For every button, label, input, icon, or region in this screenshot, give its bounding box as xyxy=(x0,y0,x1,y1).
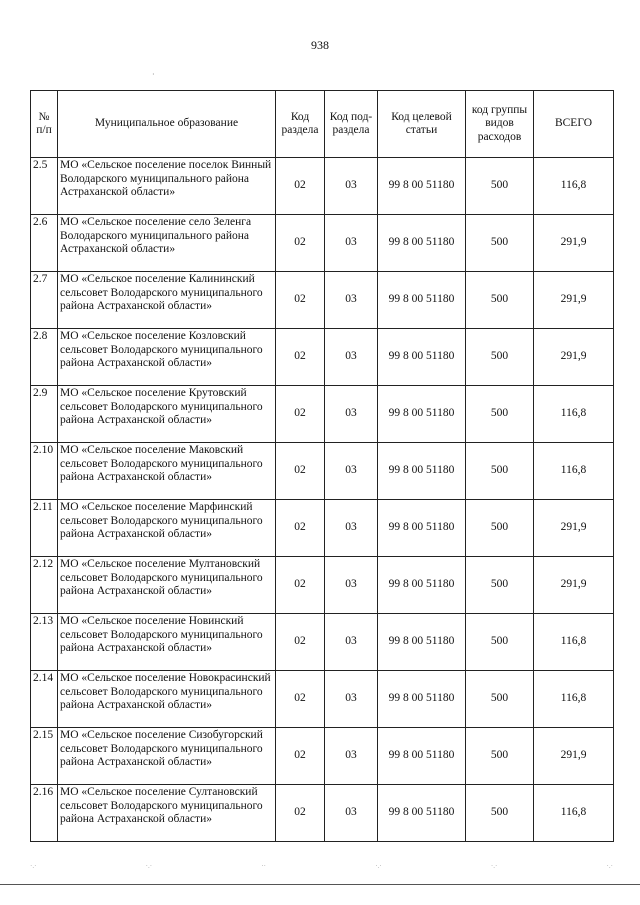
row-number: 2.11 xyxy=(31,500,58,557)
scan-speck: · xyxy=(152,70,155,79)
header-expense-group-code: код группы видов расходов xyxy=(466,91,534,158)
table-body xyxy=(31,158,614,842)
budget-table xyxy=(30,90,614,842)
table-row xyxy=(31,728,614,785)
row-expense-group-code: 500 xyxy=(466,728,534,785)
row-subsection-code: 03 xyxy=(325,671,378,728)
row-expense-group-code: 500 xyxy=(466,614,534,671)
row-number: 2.8 xyxy=(31,329,58,386)
row-total: 291,9 xyxy=(534,272,614,329)
table-row xyxy=(31,443,614,500)
row-target-code: 99 8 00 51180 xyxy=(378,215,466,272)
row-target-code: 99 8 00 51180 xyxy=(378,557,466,614)
header-section-code: Код раздела xyxy=(276,91,325,158)
table-row xyxy=(31,272,614,329)
row-municipality: МО «Сельское поселение Маковский сельсовет Володарского муниципального района Астраханской области» xyxy=(58,443,276,500)
row-target-code: 99 8 00 51180 xyxy=(378,614,466,671)
row-expense-group-code: 500 xyxy=(466,557,534,614)
row-subsection-code: 03 xyxy=(325,329,378,386)
row-subsection-code: 03 xyxy=(325,557,378,614)
row-expense-group-code: 500 xyxy=(466,272,534,329)
table-row xyxy=(31,329,614,386)
table-row xyxy=(31,671,614,728)
header-num: № п/п xyxy=(31,91,58,158)
table-row xyxy=(31,500,614,557)
row-target-code: 99 8 00 51180 xyxy=(378,158,466,215)
row-number: 2.12 xyxy=(31,557,58,614)
row-section-code: 02 xyxy=(276,272,325,329)
row-number: 2.10 xyxy=(31,443,58,500)
row-section-code: 02 xyxy=(276,443,325,500)
row-municipality: МО «Сельское поселение Сизобугорский сельсовет Володарского муниципального района Астраханской области» xyxy=(58,728,276,785)
row-target-code: 99 8 00 51180 xyxy=(378,728,466,785)
table-row xyxy=(31,557,614,614)
row-municipality: МО «Сельское поселение Новинский сельсовет Володарского муниципального района Астраханской области» xyxy=(58,614,276,671)
footer-mark: ·.· xyxy=(606,862,613,870)
row-municipality: МО «Сельское поселение Мултановский сельсовет Володарского муниципального района Астраханской области» xyxy=(58,557,276,614)
row-total: 116,8 xyxy=(534,386,614,443)
row-target-code: 99 8 00 51180 xyxy=(378,671,466,728)
row-section-code: 02 xyxy=(276,614,325,671)
row-total: 116,8 xyxy=(534,671,614,728)
row-subsection-code: 03 xyxy=(325,500,378,557)
row-section-code: 02 xyxy=(276,500,325,557)
header-municipality: Муниципальное образование xyxy=(58,91,276,158)
row-target-code: 99 8 00 51180 xyxy=(378,443,466,500)
footer-mark: ·.· xyxy=(490,862,498,870)
row-total: 116,8 xyxy=(534,785,614,842)
footer-scan-marks xyxy=(30,862,613,870)
row-expense-group-code: 500 xyxy=(466,500,534,557)
footer-mark: ·.· xyxy=(145,862,153,870)
row-subsection-code: 03 xyxy=(325,158,378,215)
footer-mark: ·.· xyxy=(30,862,37,870)
row-target-code: 99 8 00 51180 xyxy=(378,500,466,557)
row-target-code: 99 8 00 51180 xyxy=(378,386,466,443)
footer-mark: ·.· xyxy=(375,862,382,870)
row-number: 2.5 xyxy=(31,158,58,215)
row-number: 2.14 xyxy=(31,671,58,728)
row-number: 2.7 xyxy=(31,272,58,329)
bottom-divider xyxy=(0,884,640,885)
row-municipality: МО «Сельское поселение Новокрасинский сельсовет Володарского муниципального района Астраханской области» xyxy=(58,671,276,728)
table-row xyxy=(31,785,614,842)
row-section-code: 02 xyxy=(276,215,325,272)
row-municipality: МО «Сельское поселение Калининский сельсовет Володарского муниципального района Астраханской области» xyxy=(58,272,276,329)
row-section-code: 02 xyxy=(276,386,325,443)
row-total: 116,8 xyxy=(534,614,614,671)
row-subsection-code: 03 xyxy=(325,215,378,272)
row-municipality: МО «Сельское поселение поселок Винный Володарского муниципального района Астраханской области» xyxy=(58,158,276,215)
row-subsection-code: 03 xyxy=(325,785,378,842)
row-number: 2.16 xyxy=(31,785,58,842)
row-expense-group-code: 500 xyxy=(466,785,534,842)
table-header-row xyxy=(31,91,614,158)
row-total: 291,9 xyxy=(534,215,614,272)
header-target-code: Код целевой статьи xyxy=(378,91,466,158)
row-municipality: МО «Сельское поселение Крутовский сельсовет Володарского муниципального района Астраханской области» xyxy=(58,386,276,443)
row-subsection-code: 03 xyxy=(325,272,378,329)
row-section-code: 02 xyxy=(276,329,325,386)
header-total: ВСЕГО xyxy=(534,91,614,158)
row-total: 291,9 xyxy=(534,329,614,386)
table-row xyxy=(31,614,614,671)
row-number: 2.9 xyxy=(31,386,58,443)
row-target-code: 99 8 00 51180 xyxy=(378,785,466,842)
row-total: 291,9 xyxy=(534,557,614,614)
row-municipality: МО «Сельское поселение Султановский сельсовет Володарского муниципального района Астраханской области» xyxy=(58,785,276,842)
row-expense-group-code: 500 xyxy=(466,386,534,443)
row-section-code: 02 xyxy=(276,158,325,215)
page-number: 938 xyxy=(311,38,329,52)
header-subsection-code: Код под-раздела xyxy=(325,91,378,158)
row-number: 2.13 xyxy=(31,614,58,671)
row-municipality: МО «Сельское поселение Козловский сельсовет Володарского муниципального района Астраханской области» xyxy=(58,329,276,386)
row-expense-group-code: 500 xyxy=(466,158,534,215)
row-municipality: МО «Сельское поселение Марфинский сельсовет Володарского муниципального района Астраханской области» xyxy=(58,500,276,557)
row-total: 291,9 xyxy=(534,500,614,557)
row-section-code: 02 xyxy=(276,557,325,614)
row-section-code: 02 xyxy=(276,728,325,785)
table-row xyxy=(31,386,614,443)
row-expense-group-code: 500 xyxy=(466,671,534,728)
row-number: 2.6 xyxy=(31,215,58,272)
row-target-code: 99 8 00 51180 xyxy=(378,329,466,386)
row-total: 116,8 xyxy=(534,443,614,500)
footer-mark: ·· xyxy=(261,862,266,870)
row-section-code: 02 xyxy=(276,785,325,842)
row-subsection-code: 03 xyxy=(325,386,378,443)
row-target-code: 99 8 00 51180 xyxy=(378,272,466,329)
row-subsection-code: 03 xyxy=(325,728,378,785)
table-row xyxy=(31,215,614,272)
row-municipality: МО «Сельское поселение село Зеленга Володарского муниципального района Астраханской области» xyxy=(58,215,276,272)
row-total: 116,8 xyxy=(534,158,614,215)
row-number: 2.15 xyxy=(31,728,58,785)
row-expense-group-code: 500 xyxy=(466,329,534,386)
row-section-code: 02 xyxy=(276,671,325,728)
row-total: 291,9 xyxy=(534,728,614,785)
row-subsection-code: 03 xyxy=(325,614,378,671)
table-row xyxy=(31,158,614,215)
row-subsection-code: 03 xyxy=(325,443,378,500)
row-expense-group-code: 500 xyxy=(466,215,534,272)
row-expense-group-code: 500 xyxy=(466,443,534,500)
